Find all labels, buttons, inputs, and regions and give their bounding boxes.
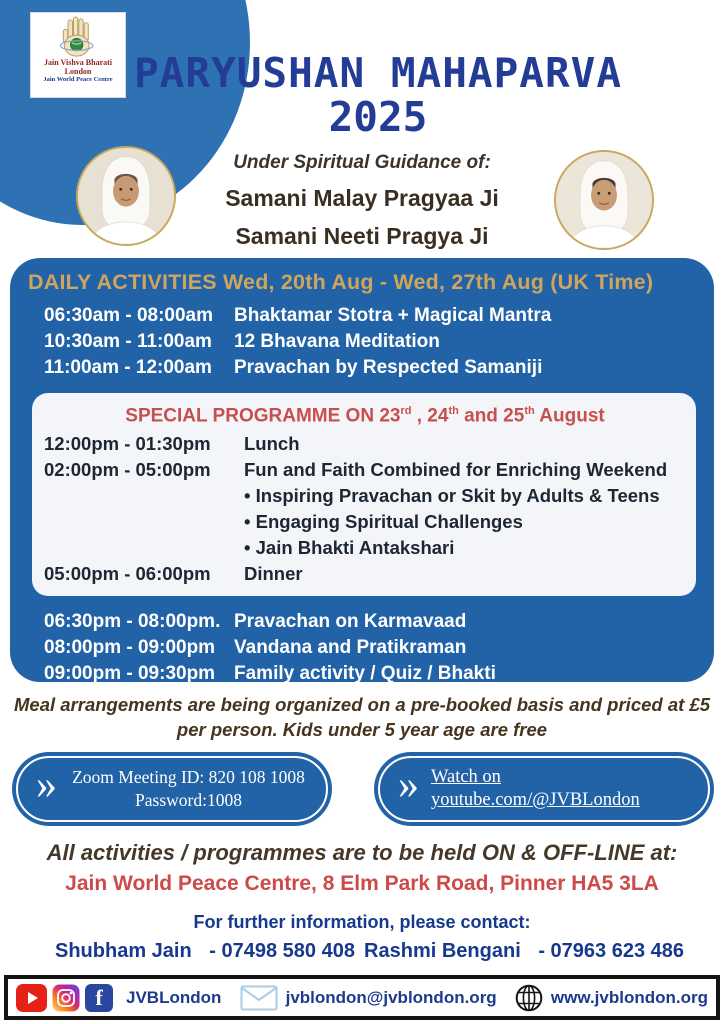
schedule-activity: Lunch [244,433,300,455]
daily-activities-card [10,258,714,685]
special-heading-text: and 25 [458,405,525,427]
portrait-image [556,152,652,248]
special-heading-text: , 24 [411,405,449,427]
ordinal-suffix: th [448,405,459,417]
envelope-icon [240,985,278,1011]
venue-intro-line: All activities / programmes are to be held ON & OFF-LINE at: [46,840,678,865]
youtube-watch-pill[interactable] [374,752,714,826]
samani-photo-left [76,146,176,246]
guidance-name-2: Samani Neeti Pragya Ji [235,223,489,249]
special-programme-heading [44,400,686,427]
event-title-year: 2025 [328,93,428,141]
samani-photo-right [554,150,654,250]
double-chevron-icon: » [36,762,57,808]
schedule-activity: Bhaktamar Stotra + Magical Mantra [234,305,552,326]
youtube-watch-text [423,766,698,812]
double-chevron-icon: » [398,762,419,808]
meal-note-line2: per person. Kids under 5 year age are free [176,719,548,740]
bullet-item: • Engaging Spiritual Challenges [244,509,686,535]
logo-org-subtitle: Jain World Peace Centre [43,76,113,83]
schedule-time: 06:30am - 08:00am [44,305,213,326]
special-activity-bullets [244,483,686,561]
meal-note [14,692,710,742]
bullet-item: • Inspiring Pravachan or Skit by Adults & Teens [244,483,686,509]
schedule-activity: Family activity / Quiz / Bhakti [234,663,496,685]
schedule-time: 11:00am - 12:00am [44,357,212,378]
venue-address-line: Jain World Peace Centre, 8 Elm Park Road, Pinner HA5 3LA [65,872,659,895]
website-group[interactable] [515,984,708,1012]
guidance-heading: Under Spiritual Guidance of: [233,152,491,173]
social-handle: JVBLondon [126,987,222,1007]
contact-phone: - 07498 580 408 [209,940,355,962]
youtube-watch-pill-inner [378,756,710,822]
contact-phone: - 07963 623 486 [538,940,684,962]
special-schedule [44,431,686,587]
youtube-channel-link[interactable]: youtube.com/@JVBLondon [431,790,640,810]
meal-note-line1: Meal arrangements are being organized on a pre-booked basis and priced at £5 [14,694,710,715]
contact-name: Shubham Jain [55,940,192,962]
schedule-time: 06:30pm - 08:00pm. [44,611,221,633]
youtube-icon[interactable] [16,984,47,1012]
portrait-image [78,148,174,244]
bullet-item: • Jain Bhakti Antakshari [244,535,686,561]
contact-person-1 [55,940,355,963]
event-title-line1: PARYUSHAN MAHAPARVA [134,49,622,97]
schedule-activity: Pravachan on Karmavaad [234,611,467,633]
facebook-letter: f [95,984,103,1010]
org-logo [30,12,126,98]
contact-name: Rashmi Bengani [364,940,521,962]
evening-schedule [28,609,698,687]
morning-schedule [28,303,698,381]
schedule-activity: Vandana and Pratikraman [234,637,467,659]
special-heading-text: August [534,405,605,427]
zoom-meeting-pill[interactable] [12,752,332,826]
schedule-time: 09:00pm - 09:30pm [44,663,216,685]
zoom-meeting-password: Password:1008 [135,790,242,810]
spiritual-guidance-block [168,152,556,250]
guidance-name-1: Samani Malay Pragyaa Ji [225,185,499,211]
contact-row [55,940,684,963]
contact-person-2 [364,940,684,963]
website-url[interactable]: www.jvblondon.org [550,987,708,1007]
globe-icon [515,984,543,1012]
schedule-activity: Dinner [244,563,303,585]
ordinal-suffix: th [524,405,535,417]
event-title [40,49,716,141]
email-address[interactable]: jvblondon@jvblondon.org [285,987,497,1007]
contact-heading: For further information, please contact: [193,912,531,932]
schedule-time: 05:00pm - 06:00pm [44,563,211,585]
jain-hand-icon [49,16,106,58]
schedule-time: 02:00pm - 05:00pm [44,459,211,481]
schedule-activity: 12 Bhavana Meditation [234,331,440,352]
youtube-watch-label: Watch on [431,767,501,787]
special-programme-panel [32,393,696,596]
facebook-icon[interactable] [85,984,113,1012]
schedule-time: 12:00pm - 01:30pm [44,433,211,455]
ordinal-suffix: rd [400,405,412,417]
email-group[interactable] [240,985,497,1011]
social-group [16,984,221,1012]
schedule-activity: Pravachan by Respected Samaniji [234,357,543,378]
zoom-meeting-text [61,766,316,812]
instagram-icon[interactable] [52,984,80,1012]
zoom-meeting-id: Zoom Meeting ID: 820 108 1008 [72,767,305,787]
schedule-time: 08:00pm - 09:00pm [44,637,216,659]
schedule-time: 10:30am - 11:00am [44,331,212,352]
zoom-meeting-pill-inner [16,756,328,822]
logo-org-name: Jain Vishva Bharati London [43,58,112,76]
special-heading-text: SPECIAL PROGRAMME ON 23 [125,405,401,427]
schedule-activity: Fun and Faith Combined for Enriching Weekend [244,459,668,481]
footer-bar [4,975,720,1020]
daily-activities-heading: DAILY ACTIVITIES Wed, 20th Aug - Wed, 27th Aug (UK Time) [28,270,654,294]
